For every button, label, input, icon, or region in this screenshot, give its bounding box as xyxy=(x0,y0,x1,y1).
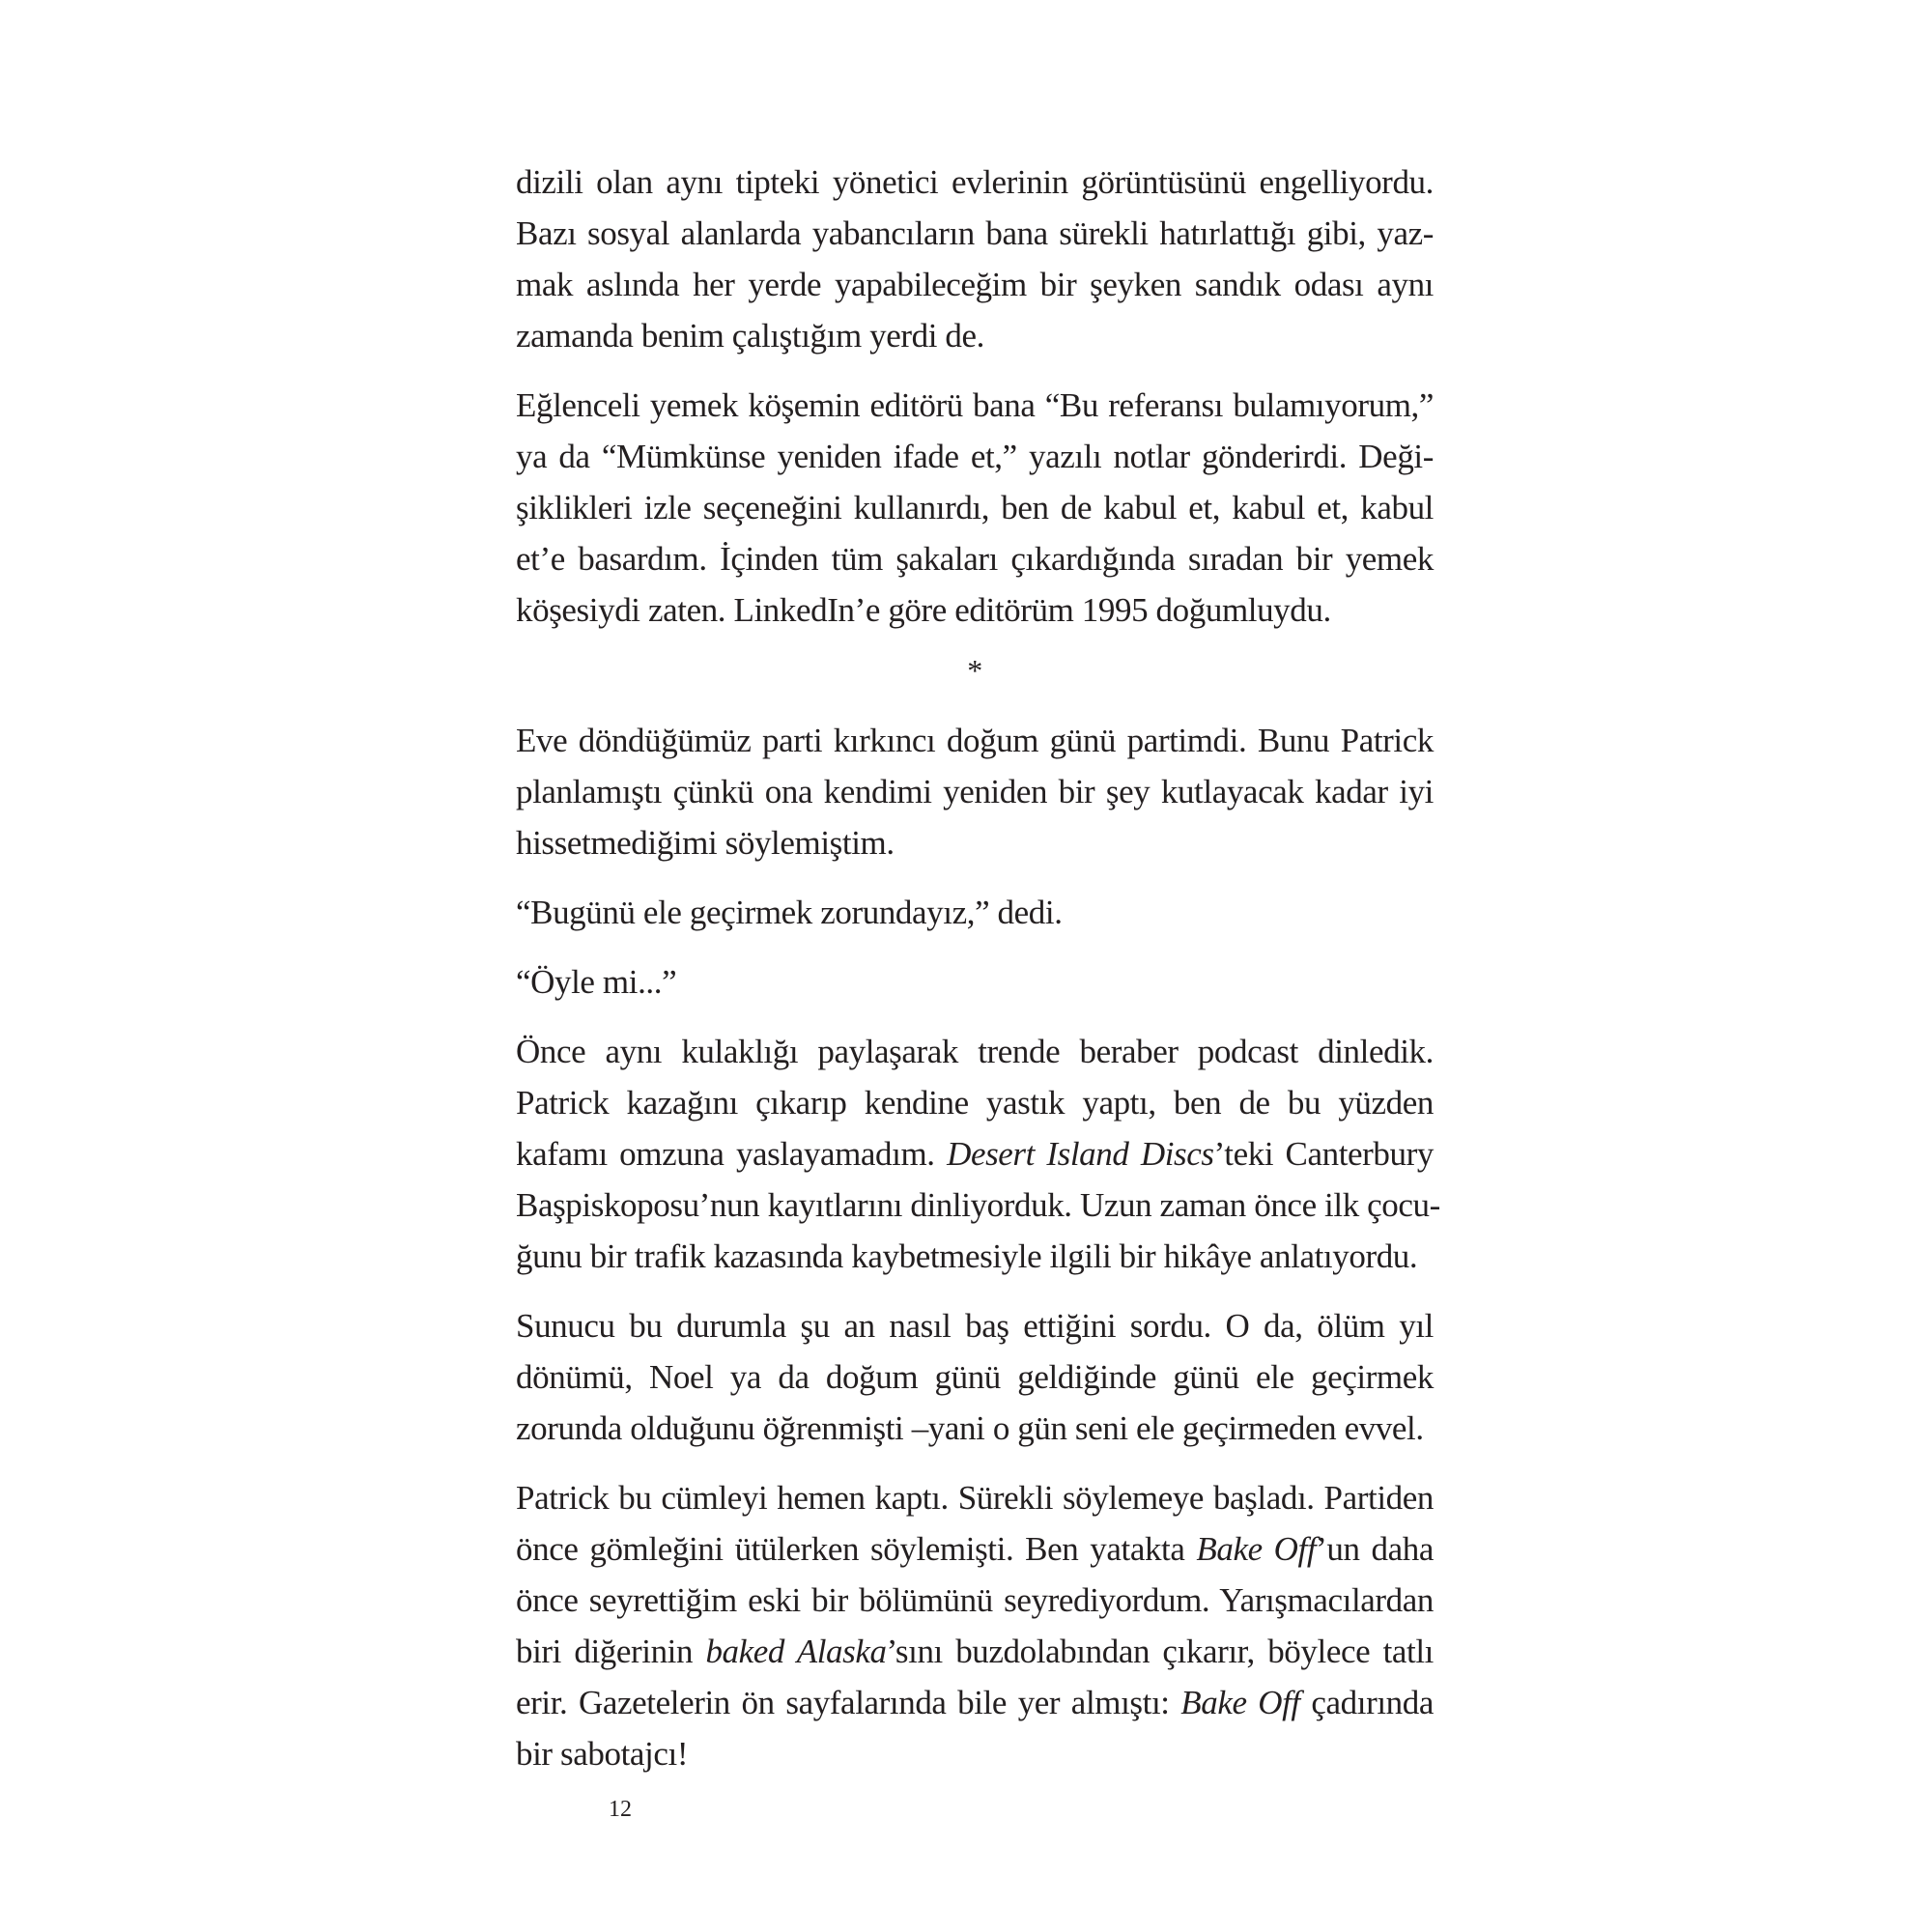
italic-title: baked Alaska xyxy=(705,1633,887,1670)
italic-title: Bake Off xyxy=(1180,1684,1300,1721)
paragraph-2 xyxy=(516,380,1434,636)
text-line: köşesiydi zaten. LinkedIn’e göre editörüm 1995 doğumluydu. xyxy=(516,591,1331,629)
text-line: Patrick bu cümleyi hemen kaptı. Sürekli söylemeye başladı. Partiden xyxy=(516,1479,1434,1517)
text-line: Eğlenceli yemek köşemin editörü bana “Bu referansı bulamıyorum,” xyxy=(516,386,1434,424)
text-line: Eve döndüğümüz parti kırkıncı doğum günü partimdi. Bunu Patrick xyxy=(516,722,1434,759)
text-line: ğunu bir trafik kazasında kaybetmesiyle ilgili bir hikâye anlatıyordu. xyxy=(516,1237,1418,1275)
text-line: dizili olan aynı tipteki yönetici evlerinin görüntüsünü engelliyordu. xyxy=(516,163,1434,201)
paragraph-4 xyxy=(516,887,1434,938)
text-line: Başpiskoposu’nun kayıtlarını dinliyorduk. Uzun zaman önce ilk çocu- xyxy=(516,1186,1440,1224)
text-segment: kafamı omzuna yaslayamadım. xyxy=(516,1135,948,1173)
text-line: planlamıştı çünkü ona kendimi yeniden bir şey kutlayacak kadar iyi xyxy=(516,773,1434,810)
text-line: önce seyrettiğim eski bir bölümünü seyrediyordum. Yarışmacılardan xyxy=(516,1581,1434,1619)
text-line: hissetmediğimi söylemiştim. xyxy=(516,824,895,862)
text-line xyxy=(516,1677,1434,1728)
text-line: bir sabotajcı! xyxy=(516,1735,689,1773)
text-segment: biri diğerinin xyxy=(516,1633,706,1670)
text-segment: erir. Gazetelerin ön sayfalarında bile yer almıştı: xyxy=(516,1684,1181,1721)
page-number: 12 xyxy=(609,1797,632,1822)
text-line: zorunda olduğunu öğrenmişti –yani o gün seni ele geçirmeden evvel. xyxy=(516,1409,1424,1447)
paragraph-7 xyxy=(516,1300,1434,1454)
paragraph-3 xyxy=(516,715,1434,868)
paragraph-8 xyxy=(516,1472,1434,1779)
italic-title: Bake Off xyxy=(1196,1530,1317,1568)
page-body xyxy=(516,156,1440,1779)
dialogue-line: “Bugünü ele geçirmek zorundayız,” dedi. xyxy=(516,894,1063,931)
text-segment: ’un daha xyxy=(1316,1530,1434,1568)
paragraph-1 xyxy=(516,156,1434,361)
text-line xyxy=(516,1128,1434,1179)
text-line xyxy=(516,1523,1434,1575)
paragraph-5 xyxy=(516,956,1434,1008)
text-line: Bazı sosyal alanlarda yabancıların bana sürekli hatırlattığı gibi, yaz- xyxy=(516,214,1434,252)
section-separator: * xyxy=(967,653,982,688)
text-segment: ’teki Canterbury xyxy=(1213,1135,1434,1173)
text-line: ya da “Mümkünse yeniden ifade et,” yazılı notlar gönderirdi. Deği- xyxy=(516,438,1434,475)
text-line: Sunucu bu durumla şu an nasıl baş ettiğini sordu. O da, ölüm yıl xyxy=(516,1307,1434,1345)
italic-title: Desert Island Discs xyxy=(947,1135,1214,1173)
text-line xyxy=(516,1626,1434,1677)
dialogue-line: “Öyle mi...” xyxy=(516,963,677,1001)
text-line: dönümü, Noel ya da doğum günü geldiğinde günü ele geçirmek xyxy=(516,1358,1434,1396)
text-line: zamanda benim çalıştığım yerdi de. xyxy=(516,317,984,355)
text-line: Önce aynı kulaklığı paylaşarak trende beraber podcast dinledik. xyxy=(516,1033,1434,1070)
text-line: Patrick kazağını çıkarıp kendine yastık yaptı, ben de bu yüzden xyxy=(516,1084,1434,1122)
text-line: et’e basardım. İçinden tüm şakaları çıkardığında sıradan bir yemek xyxy=(516,540,1434,578)
text-segment: çadırında xyxy=(1299,1684,1434,1721)
text-segment: önce gömleğini ütülerken söylemişti. Ben yatakta xyxy=(516,1530,1197,1568)
paragraph-6 xyxy=(516,1026,1440,1282)
text-segment: ’sını buzdolabından çıkarır, böylece tatlı xyxy=(886,1633,1434,1670)
text-line: mak aslında her yerde yapabileceğim bir şeyken sandık odası aynı xyxy=(516,266,1434,303)
text-line: şiklikleri izle seçeneğini kullanırdı, ben de kabul et, kabul et, kabul xyxy=(516,489,1434,526)
